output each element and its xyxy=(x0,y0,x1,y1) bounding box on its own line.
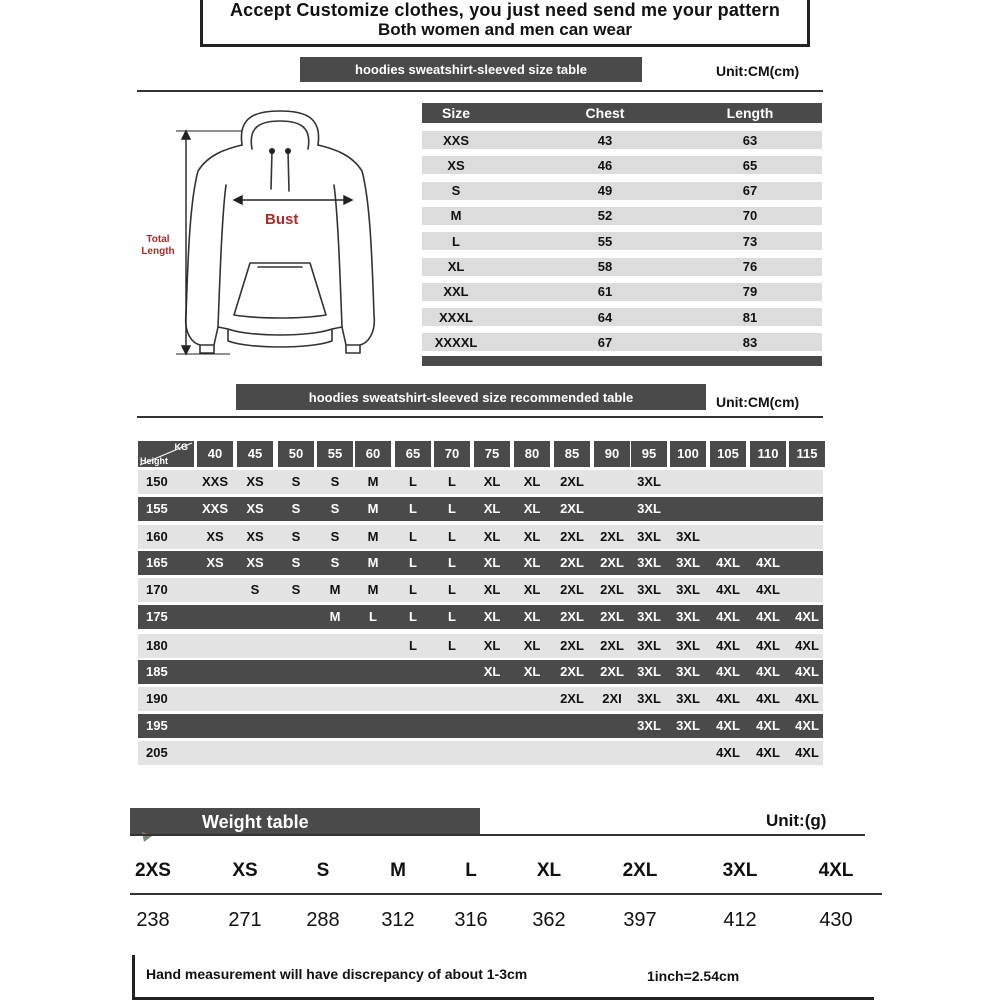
recommend-size-cell: 2XL xyxy=(600,529,624,544)
weight-value: 271 xyxy=(228,909,262,931)
recommend-size-cell: 3XL xyxy=(637,664,661,679)
height-cell: 175 xyxy=(146,609,168,624)
chest-cell: 67 xyxy=(597,334,613,350)
recommend-size-cell: XL xyxy=(483,664,501,679)
recommend-size-cell: 3XL xyxy=(637,529,661,544)
weight-size-label: L xyxy=(465,860,477,881)
kg-header-cell: 100 xyxy=(670,441,706,467)
kg-header-cell: 65 xyxy=(395,441,431,467)
weight-table-title: Weight table xyxy=(202,812,309,832)
recommend-table-row xyxy=(138,497,823,521)
kg-header-cell: 85 xyxy=(554,441,590,467)
height-cell: 185 xyxy=(146,664,168,679)
weight-value: 312 xyxy=(381,909,415,931)
size-cell: XXL xyxy=(443,284,469,300)
weight-size-label: 2XL xyxy=(622,860,658,881)
height-cell: 195 xyxy=(146,718,168,733)
weight-size-label: 3XL xyxy=(722,860,758,881)
recommend-table-row xyxy=(138,578,823,602)
recommend-size-cell: L xyxy=(448,582,456,597)
weight-value: 397 xyxy=(623,909,657,931)
recommend-size-cell: 4XL xyxy=(716,718,740,733)
size-table-row xyxy=(422,283,822,301)
height-cell: 160 xyxy=(146,529,168,544)
recommend-size-cell: L xyxy=(448,609,456,624)
recommend-size-cell: 4XL xyxy=(795,691,819,706)
chest-cell: 61 xyxy=(597,284,613,300)
recommend-size-cell: XS xyxy=(246,529,264,544)
size-table-row xyxy=(422,156,822,174)
header-line-2: Both women and men can wear xyxy=(377,20,633,39)
recommend-size-cell: L xyxy=(409,609,417,624)
recommend-size-cell: XS xyxy=(206,529,224,544)
weight-value: 430 xyxy=(819,909,853,931)
size-table-unit: Unit:CM(cm) xyxy=(716,63,800,79)
recommend-size-cell: M xyxy=(367,582,379,597)
height-cell: 150 xyxy=(146,474,168,489)
recommend-size-cell: M xyxy=(329,609,341,624)
recommend-size-cell: L xyxy=(369,609,377,624)
recommend-size-cell: S xyxy=(330,529,340,544)
kg-header-cell: 90 xyxy=(594,441,630,467)
recommend-table-row xyxy=(138,605,823,629)
recommend-size-cell: XL xyxy=(523,474,541,489)
weight-table-mid-rule xyxy=(130,893,882,895)
recommend-size-cell: S xyxy=(291,529,301,544)
recommend-section-divider xyxy=(137,416,823,418)
recommend-size-cell: XXS xyxy=(201,501,228,516)
kg-header-cell: 75 xyxy=(474,441,510,467)
length-cell: 67 xyxy=(742,183,758,199)
recommend-size-cell: L xyxy=(409,582,417,597)
recommend-table-row xyxy=(138,470,823,494)
recommend-size-cell: 2XL xyxy=(560,582,584,597)
recommend-size-cell: M xyxy=(367,501,379,516)
recommend-size-cell: 3XL xyxy=(676,529,700,544)
recommend-size-cell: 3XL xyxy=(637,718,661,733)
size-table-row xyxy=(422,131,822,149)
recommend-size-cell: 4XL xyxy=(756,691,780,706)
kg-header-cell: 50 xyxy=(278,441,314,467)
recommend-size-cell: 4XL xyxy=(795,745,819,760)
recommend-size-cell: 2XL xyxy=(600,555,624,570)
size-cell: M xyxy=(450,208,462,224)
recommend-size-cell: 4XL xyxy=(756,582,780,597)
length-cell: 81 xyxy=(742,309,758,325)
recommend-size-cell: XS xyxy=(246,501,264,516)
recommend-size-cell: 3XL xyxy=(676,609,700,624)
total-length-label-line1: Total xyxy=(146,234,170,245)
weight-size-label: M xyxy=(390,860,406,881)
weight-table-unit: Unit:(g) xyxy=(766,811,827,830)
recommend-size-cell: M xyxy=(367,529,379,544)
recommend-size-cell: 4XL xyxy=(795,718,819,733)
weight-table-top-rule xyxy=(130,834,865,836)
recommend-size-cell: XL xyxy=(483,638,501,653)
recommend-size-cell: L xyxy=(409,638,417,653)
recommend-size-cell: 2XL xyxy=(560,691,584,706)
recommend-size-cell: S xyxy=(291,501,301,516)
recommend-size-cell: S xyxy=(250,582,260,597)
recommend-size-cell: XL xyxy=(523,609,541,624)
length-cell: 70 xyxy=(742,208,758,224)
recommend-size-cell: 3XL xyxy=(637,691,661,706)
weight-size-label: S xyxy=(316,860,330,881)
recommend-size-cell: 4XL xyxy=(756,664,780,679)
recommend-size-cell: L xyxy=(448,555,456,570)
length-cell: 79 xyxy=(742,284,758,300)
size-table-row xyxy=(422,333,822,351)
recommend-size-cell: S xyxy=(291,474,301,489)
recommend-size-cell: 3XL xyxy=(676,718,700,733)
recommend-size-cell: XS xyxy=(246,474,264,489)
recommend-size-cell: 2XL xyxy=(600,664,624,679)
weight-value: 362 xyxy=(532,909,566,931)
recommend-size-cell: S xyxy=(330,474,340,489)
height-cell: 165 xyxy=(146,555,168,570)
chest-cell: 46 xyxy=(597,157,613,173)
length-cell: 63 xyxy=(742,132,758,148)
pocket-outline xyxy=(234,263,326,318)
recommend-table-row xyxy=(138,551,823,575)
corner-height-label: Height xyxy=(140,456,168,466)
recommend-size-cell: 4XL xyxy=(756,609,780,624)
recommend-size-cell: L xyxy=(409,474,417,489)
height-cell: 180 xyxy=(146,638,168,653)
recommend-size-cell: S xyxy=(291,555,301,570)
recommend-size-cell: 4XL xyxy=(756,555,780,570)
header-line-1: Accept Customize clothes, you just need send me your pattern xyxy=(229,0,781,20)
recommend-size-cell: 2XL xyxy=(560,529,584,544)
recommend-size-cell: 2XL xyxy=(600,638,624,653)
recommend-size-cell: L xyxy=(448,638,456,653)
recommend-size-cell: 4XL xyxy=(716,609,740,624)
height-cell: 155 xyxy=(146,501,168,516)
kg-header-cell: 110 xyxy=(750,441,786,467)
recommend-size-cell: XL xyxy=(523,555,541,570)
recommend-size-cell: XL xyxy=(523,501,541,516)
recommend-size-cell: 4XL xyxy=(716,555,740,570)
recommend-size-cell: 2XL xyxy=(560,638,584,653)
size-cell: XXXL xyxy=(439,309,473,325)
recommend-size-cell: 4XL xyxy=(795,664,819,679)
recommend-table-row xyxy=(138,687,823,711)
recommend-size-cell: XL xyxy=(483,609,501,624)
kg-header-cell: 115 xyxy=(789,441,825,467)
length-cell: 65 xyxy=(742,157,758,173)
size-table-row xyxy=(422,207,822,225)
recommend-size-cell: 4XL xyxy=(716,745,740,760)
weight-size-label: XL xyxy=(536,860,562,881)
size-cell: XS xyxy=(447,157,465,173)
recommend-size-cell: 3XL xyxy=(637,609,661,624)
weight-value: 316 xyxy=(454,909,488,931)
recommend-size-cell: 3XL xyxy=(676,638,700,653)
size-col-header: Size xyxy=(441,105,470,121)
recommend-size-cell: 4XL xyxy=(756,638,780,653)
kg-header-cell: 45 xyxy=(237,441,273,467)
chest-cell: 64 xyxy=(597,309,613,325)
kg-header-cell: 95 xyxy=(631,441,667,467)
recommend-size-cell: XL xyxy=(523,664,541,679)
weight-table-banner xyxy=(130,808,480,834)
weight-value: 288 xyxy=(306,909,340,931)
size-cell: XXXXL xyxy=(434,334,478,350)
recommend-size-cell: XL xyxy=(483,474,501,489)
height-cell: 205 xyxy=(146,745,168,760)
recommend-size-cell: L xyxy=(409,501,417,516)
size-cell: L xyxy=(452,233,460,249)
recommend-size-cell: L xyxy=(409,555,417,570)
size-section-divider xyxy=(137,90,823,92)
size-cell: XXS xyxy=(442,132,469,148)
weight-value: 412 xyxy=(723,909,757,931)
recommend-size-cell: M xyxy=(367,474,379,489)
recommend-size-cell: 3XL xyxy=(637,582,661,597)
recommend-size-cell: XL xyxy=(483,555,501,570)
recommend-size-cell: XL xyxy=(483,501,501,516)
chest-cell: 52 xyxy=(597,208,613,224)
recommend-size-cell: 4XL xyxy=(716,664,740,679)
length-col-header: Length xyxy=(726,105,774,121)
recommend-size-cell: 3XL xyxy=(637,638,661,653)
recommend-size-cell: 2XL xyxy=(600,609,624,624)
recommend-size-cell: XL xyxy=(523,638,541,653)
recommend-size-cell: 4XL xyxy=(756,718,780,733)
kg-header-cell: 40 xyxy=(197,441,233,467)
length-cell: 73 xyxy=(742,233,758,249)
height-cell: 170 xyxy=(146,582,168,597)
recommend-size-cell: 2XL xyxy=(600,582,624,597)
recommend-size-cell: 2XL xyxy=(560,501,584,516)
recommend-size-cell: 3XL xyxy=(637,555,661,570)
footer-left-rule xyxy=(132,955,135,1000)
recommend-size-cell: S xyxy=(330,501,340,516)
weight-size-label: 4XL xyxy=(818,860,854,881)
body-outline xyxy=(186,145,375,345)
size-table-header xyxy=(422,103,822,123)
inch-conversion: 1inch=2.54cm xyxy=(647,968,740,984)
recommend-size-cell: 3XL xyxy=(676,555,700,570)
size-cell: S xyxy=(451,183,461,199)
recommend-size-cell: 2XL xyxy=(560,609,584,624)
recommend-size-cell: L xyxy=(448,501,456,516)
size-table-footer-bar xyxy=(422,356,822,366)
recommend-size-cell: XS xyxy=(206,555,224,570)
length-cell: 83 xyxy=(742,334,758,350)
recommend-size-cell: 2XL xyxy=(560,474,584,489)
recommend-size-cell: 4XL xyxy=(795,638,819,653)
recommend-size-cell: 4XL xyxy=(716,638,740,653)
kg-header-cell: 55 xyxy=(317,441,353,467)
recommend-size-cell: 3XL xyxy=(676,691,700,706)
recommend-table-unit: Unit:CM(cm) xyxy=(716,394,800,410)
size-table-banner: hoodies sweatshirt-sleeved size table xyxy=(300,57,642,82)
kg-header-cell: 70 xyxy=(434,441,470,467)
kg-header-cell: 105 xyxy=(710,441,746,467)
chest-cell: 55 xyxy=(597,233,613,249)
recommend-size-cell: L xyxy=(409,529,417,544)
recommend-size-cell: S xyxy=(291,582,301,597)
size-table-row xyxy=(422,258,822,276)
recommend-table-row xyxy=(138,525,823,549)
length-cell: 76 xyxy=(742,259,758,274)
size-table-row xyxy=(422,182,822,200)
recommend-size-cell: 4XL xyxy=(756,745,780,760)
total-length-label xyxy=(138,234,178,258)
kg-header-cell: 60 xyxy=(355,441,391,467)
recommend-size-cell: 2XI xyxy=(602,691,622,706)
size-table-row xyxy=(422,232,822,250)
total-length-label-line2: Length xyxy=(141,246,175,257)
recommend-table-row xyxy=(138,660,823,684)
chest-col-header: Chest xyxy=(585,105,625,121)
recommend-size-cell: XS xyxy=(246,555,264,570)
size-cell: XL xyxy=(447,259,465,274)
chest-cell: 58 xyxy=(597,259,613,274)
recommend-table-row xyxy=(138,634,823,658)
height-cell: 190 xyxy=(146,691,168,706)
recommend-size-cell: 4XL xyxy=(795,609,819,624)
measurement-note: Hand measurement will have discrepancy of about 1-3cm xyxy=(146,966,528,982)
bust-label: Bust xyxy=(265,211,299,228)
chest-cell: 49 xyxy=(597,183,613,199)
recommend-size-cell: 3XL xyxy=(676,582,700,597)
corner-kg-label: KG xyxy=(174,442,188,452)
recommend-size-cell: 3XL xyxy=(637,474,661,489)
weight-size-label: XS xyxy=(232,860,258,881)
banner-corner-fold xyxy=(140,830,154,844)
recommend-size-cell: L xyxy=(448,474,456,489)
chest-cell: 43 xyxy=(597,132,613,148)
size-table-row xyxy=(422,308,822,326)
recommend-size-cell: XL xyxy=(483,582,501,597)
recommend-size-cell: S xyxy=(330,555,340,570)
hood-outline xyxy=(241,111,318,145)
weight-size-label: 2XS xyxy=(135,860,171,881)
recommend-corner-cell xyxy=(138,441,194,467)
recommend-size-cell: 4XL xyxy=(716,582,740,597)
recommend-size-cell: XL xyxy=(523,529,541,544)
recommend-size-cell: M xyxy=(367,555,379,570)
recommend-size-cell: M xyxy=(329,582,341,597)
recommend-size-cell: 2XL xyxy=(560,555,584,570)
recommend-table-banner: hoodies sweatshirt-sleeved size recommended table xyxy=(236,384,706,410)
recommend-table-row xyxy=(138,714,823,738)
recommend-size-cell: 3XL xyxy=(637,501,661,516)
recommend-size-cell: XL xyxy=(523,582,541,597)
recommend-table-row xyxy=(138,741,823,765)
recommend-size-cell: XL xyxy=(483,529,501,544)
recommend-size-cell: 3XL xyxy=(676,664,700,679)
recommend-size-cell: L xyxy=(448,529,456,544)
weight-value: 238 xyxy=(136,909,170,931)
recommend-size-cell: 2XL xyxy=(560,664,584,679)
recommend-size-cell: 4XL xyxy=(716,691,740,706)
recommend-size-cell: XXS xyxy=(201,474,228,489)
kg-header-cell: 80 xyxy=(514,441,550,467)
